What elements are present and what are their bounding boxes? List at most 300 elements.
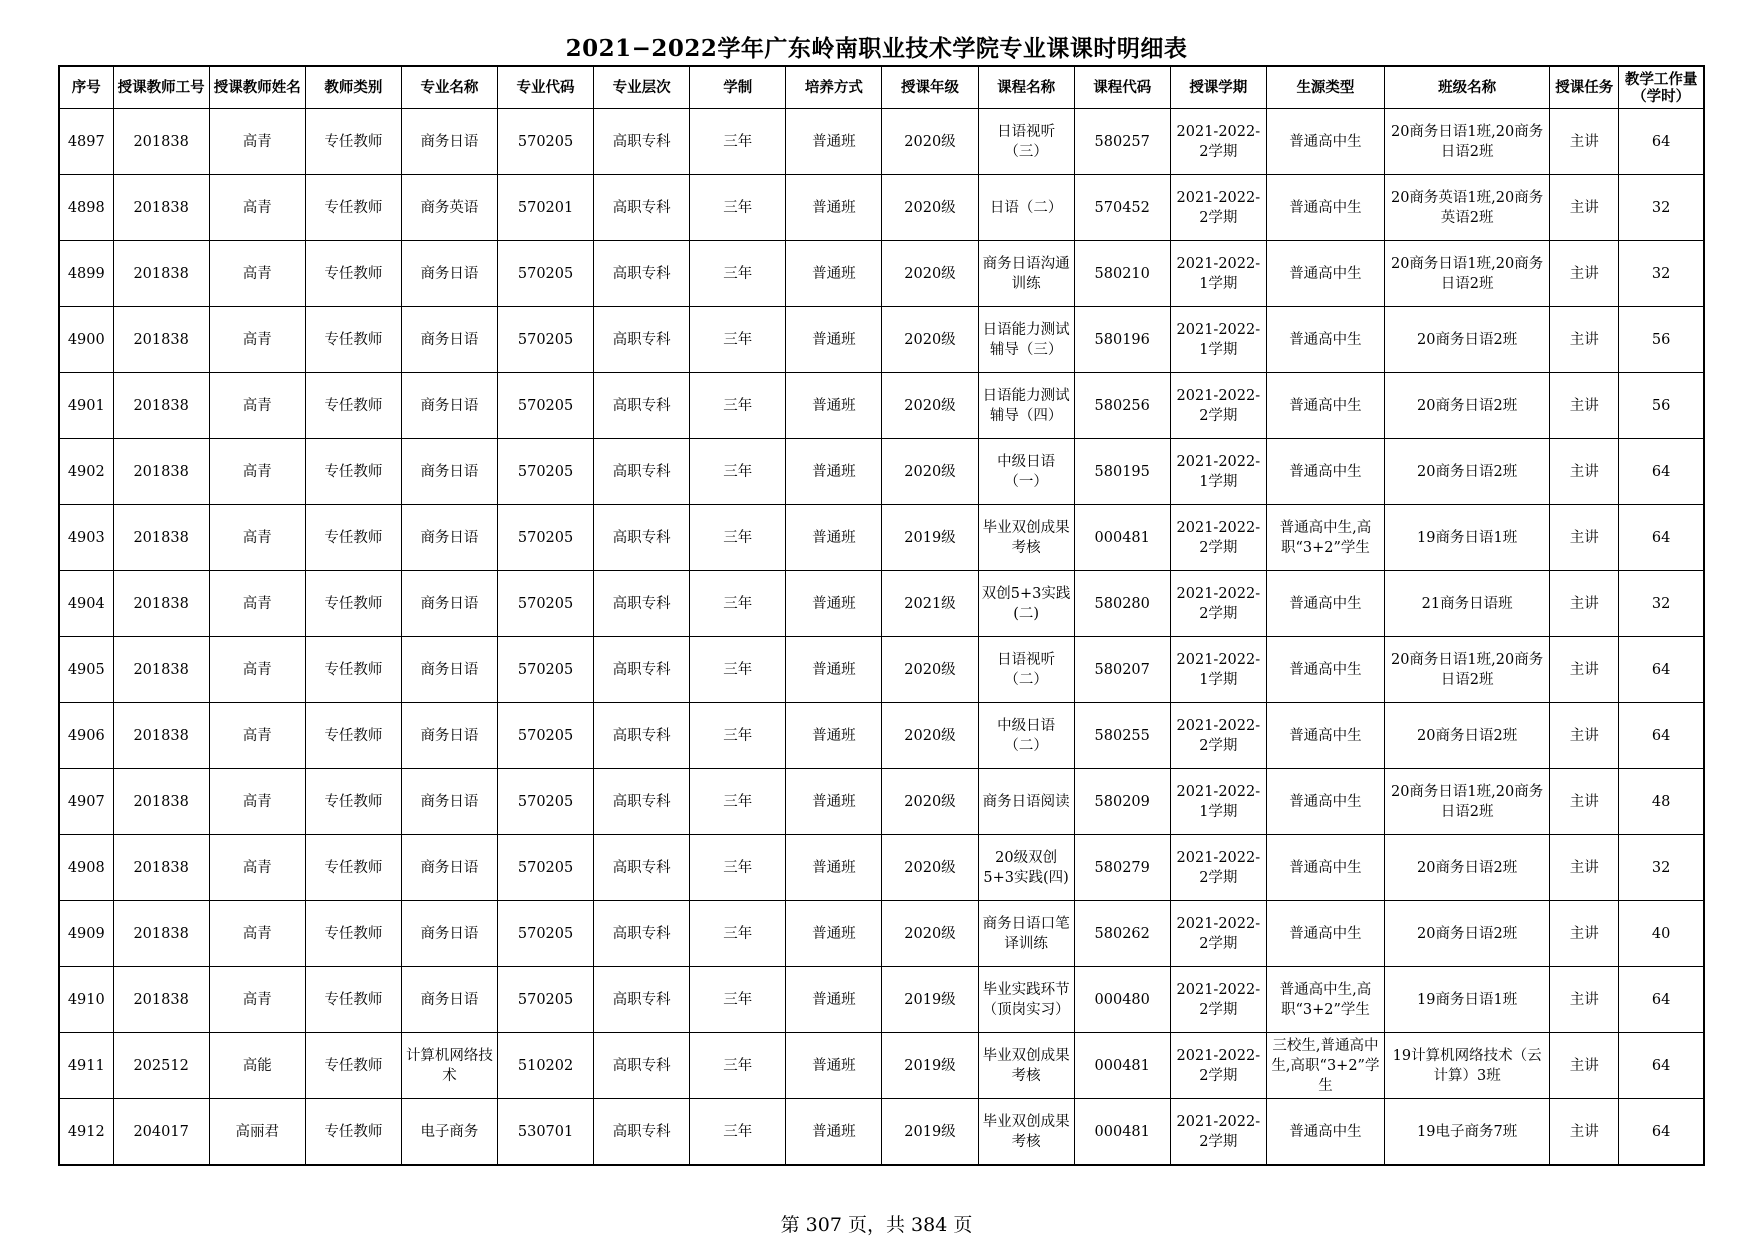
cell-teaching-role: 主讲 [1550,109,1619,175]
cell-major-code: 570205 [498,703,594,769]
cell-course-code: 580255 [1074,703,1170,769]
cell-student-source: 普通高中生 [1266,439,1384,505]
cell-course-name: 毕业双创成果考核 [978,505,1074,571]
cell-teacher-category: 专任教师 [305,835,401,901]
header-course-name: 课程名称 [978,66,1074,109]
cell-training-mode: 普通班 [786,241,882,307]
header-teacher-category: 教师类别 [305,66,401,109]
cell-teacher-category: 专任教师 [305,1099,401,1166]
cell-semester: 2021-2022-2学期 [1170,703,1266,769]
table-row [59,241,1704,307]
cell-workload-hours: 64 [1619,967,1704,1033]
header-training-mode: 培养方式 [786,66,882,109]
cell-course-code: 580210 [1074,241,1170,307]
cell-grade: 2020级 [882,373,978,439]
cell-semester: 2021-2022-2学期 [1170,373,1266,439]
cell-teacher-name: 高丽君 [209,1099,305,1166]
cell-class-name: 20商务日语2班 [1385,703,1550,769]
cell-student-source: 普通高中生 [1266,637,1384,703]
cell-class-name: 19电子商务7班 [1385,1099,1550,1166]
cell-teacher-name: 高青 [209,373,305,439]
cell-training-mode: 普通班 [786,571,882,637]
cell-workload-hours: 32 [1619,175,1704,241]
cell-major-name: 商务日语 [401,967,497,1033]
cell-course-name: 毕业双创成果考核 [978,1099,1074,1166]
cell-major-name: 商务日语 [401,439,497,505]
table-row [59,505,1704,571]
cell-student-source: 普通高中生 [1266,901,1384,967]
cell-teacher-id: 201838 [113,571,209,637]
cell-teacher-category: 专任教师 [305,505,401,571]
header-class-name: 班级名称 [1385,66,1550,109]
cell-semester: 2021-2022-2学期 [1170,505,1266,571]
cell-major-name: 商务日语 [401,703,497,769]
cell-workload-hours: 40 [1619,901,1704,967]
cell-course-code: 580195 [1074,439,1170,505]
cell-semester: 2021-2022-2学期 [1170,901,1266,967]
cell-major-level: 高职专科 [594,1033,690,1099]
table-row [59,967,1704,1033]
cell-training-mode: 普通班 [786,637,882,703]
cell-major-level: 高职专科 [594,769,690,835]
table-row [59,175,1704,241]
cell-program-length: 三年 [690,769,786,835]
cell-teaching-role: 主讲 [1550,637,1619,703]
table-row [59,901,1704,967]
cell-student-source: 普通高中生 [1266,109,1384,175]
cell-major-level: 高职专科 [594,1099,690,1166]
cell-semester: 2021-2022-2学期 [1170,175,1266,241]
cell-index: 4908 [59,835,113,901]
cell-student-source: 普通高中生 [1266,373,1384,439]
cell-major-name: 商务英语 [401,175,497,241]
cell-program-length: 三年 [690,637,786,703]
cell-training-mode: 普通班 [786,175,882,241]
cell-course-code: 580280 [1074,571,1170,637]
cell-teacher-category: 专任教师 [305,1033,401,1099]
cell-grade: 2020级 [882,307,978,373]
table-row [59,769,1704,835]
cell-major-level: 高职专科 [594,835,690,901]
cell-teaching-role: 主讲 [1550,241,1619,307]
header-teaching-role: 授课任务 [1550,66,1619,109]
cell-major-code: 570205 [498,109,594,175]
cell-major-name: 商务日语 [401,373,497,439]
cell-student-source: 三校生,普通高中生,高职“3+2”学生 [1266,1033,1384,1099]
cell-course-name: 商务日语口笔译训练 [978,901,1074,967]
cell-major-level: 高职专科 [594,373,690,439]
cell-teacher-id: 201838 [113,307,209,373]
cell-teacher-name: 高青 [209,901,305,967]
cell-program-length: 三年 [690,505,786,571]
cell-major-level: 高职专科 [594,439,690,505]
cell-student-source: 普通高中生 [1266,835,1384,901]
header-teacher-id: 授课教师工号 [113,66,209,109]
cell-index: 4898 [59,175,113,241]
cell-training-mode: 普通班 [786,703,882,769]
cell-program-length: 三年 [690,703,786,769]
cell-course-name: 商务日语阅读 [978,769,1074,835]
cell-course-code: 580262 [1074,901,1170,967]
cell-teacher-category: 专任教师 [305,769,401,835]
cell-workload-hours: 48 [1619,769,1704,835]
cell-teaching-role: 主讲 [1550,967,1619,1033]
table-body [59,109,1704,1166]
cell-teaching-role: 主讲 [1550,307,1619,373]
cell-training-mode: 普通班 [786,1099,882,1166]
table-row [59,373,1704,439]
cell-teaching-role: 主讲 [1550,835,1619,901]
cell-student-source: 普通高中生 [1266,703,1384,769]
cell-course-code: 580279 [1074,835,1170,901]
cell-major-code: 570205 [498,637,594,703]
cell-program-length: 三年 [690,175,786,241]
cell-index: 4897 [59,109,113,175]
cell-major-code: 570205 [498,967,594,1033]
cell-major-code: 570205 [498,373,594,439]
cell-course-code: 580196 [1074,307,1170,373]
cell-class-name: 20商务日语2班 [1385,373,1550,439]
cell-major-name: 计算机网络技术 [401,1033,497,1099]
cell-index: 4911 [59,1033,113,1099]
cell-teacher-category: 专任教师 [305,703,401,769]
cell-teacher-category: 专任教师 [305,373,401,439]
header-grade: 授课年级 [882,66,978,109]
cell-program-length: 三年 [690,1099,786,1166]
header-workload-hours: 教学工作量（学时） [1619,66,1704,109]
cell-teacher-id: 201838 [113,637,209,703]
cell-course-name: 中级日语（一） [978,439,1074,505]
cell-course-name: 商务日语沟通训练 [978,241,1074,307]
cell-class-name: 20商务日语1班,20商务日语2班 [1385,769,1550,835]
header-index: 序号 [59,66,113,109]
cell-workload-hours: 64 [1619,637,1704,703]
cell-major-name: 商务日语 [401,571,497,637]
cell-major-level: 高职专科 [594,505,690,571]
page-number: 第 307 页，共 384 页 [780,1214,973,1236]
cell-course-name: 日语能力测试辅导（三） [978,307,1074,373]
cell-program-length: 三年 [690,373,786,439]
cell-class-name: 20商务日语2班 [1385,835,1550,901]
cell-major-code: 570205 [498,571,594,637]
cell-course-code: 000481 [1074,1099,1170,1166]
cell-major-code: 570201 [498,175,594,241]
cell-teacher-id: 201838 [113,769,209,835]
cell-course-code: 000481 [1074,1033,1170,1099]
cell-course-code: 580209 [1074,769,1170,835]
cell-course-name: 毕业双创成果考核 [978,1033,1074,1099]
cell-grade: 2020级 [882,109,978,175]
cell-major-name: 商务日语 [401,901,497,967]
cell-major-code: 530701 [498,1099,594,1166]
cell-major-level: 高职专科 [594,109,690,175]
cell-teacher-category: 专任教师 [305,241,401,307]
cell-teacher-name: 高青 [209,439,305,505]
cell-teacher-id: 201838 [113,373,209,439]
cell-training-mode: 普通班 [786,901,882,967]
cell-major-code: 570205 [498,241,594,307]
cell-teacher-category: 专任教师 [305,637,401,703]
cell-teaching-role: 主讲 [1550,901,1619,967]
cell-index: 4907 [59,769,113,835]
table-row [59,1033,1704,1099]
cell-course-code: 580257 [1074,109,1170,175]
cell-course-name: 日语视听（三） [978,109,1074,175]
cell-course-name: 20级双创5+3实践(四) [978,835,1074,901]
cell-teacher-id: 204017 [113,1099,209,1166]
cell-teacher-name: 高青 [209,307,305,373]
cell-major-level: 高职专科 [594,241,690,307]
cell-class-name: 20商务日语2班 [1385,439,1550,505]
cell-major-level: 高职专科 [594,307,690,373]
cell-index: 4912 [59,1099,113,1166]
cell-teacher-name: 高青 [209,835,305,901]
cell-major-code: 570205 [498,307,594,373]
cell-teacher-category: 专任教师 [305,175,401,241]
cell-class-name: 20商务日语1班,20商务日语2班 [1385,637,1550,703]
cell-workload-hours: 64 [1619,109,1704,175]
cell-course-name: 双创5+3实践(二) [978,571,1074,637]
cell-student-source: 普通高中生,高职“3+2”学生 [1266,967,1384,1033]
cell-teacher-id: 201838 [113,109,209,175]
cell-workload-hours: 64 [1619,439,1704,505]
cell-class-name: 20商务日语1班,20商务日语2班 [1385,109,1550,175]
cell-course-name: 中级日语（二） [978,703,1074,769]
cell-teaching-role: 主讲 [1550,439,1619,505]
cell-teaching-role: 主讲 [1550,571,1619,637]
cell-class-name: 20商务日语1班,20商务日语2班 [1385,241,1550,307]
cell-index: 4902 [59,439,113,505]
cell-workload-hours: 32 [1619,835,1704,901]
cell-student-source: 普通高中生 [1266,571,1384,637]
cell-semester: 2021-2022-2学期 [1170,571,1266,637]
cell-grade: 2020级 [882,703,978,769]
cell-teacher-id: 201838 [113,439,209,505]
cell-teacher-category: 专任教师 [305,571,401,637]
cell-major-level: 高职专科 [594,703,690,769]
cell-training-mode: 普通班 [786,373,882,439]
cell-grade: 2020级 [882,835,978,901]
cell-major-name: 电子商务 [401,1099,497,1166]
cell-program-length: 三年 [690,835,786,901]
cell-workload-hours: 64 [1619,703,1704,769]
header-major-level: 专业层次 [594,66,690,109]
cell-training-mode: 普通班 [786,769,882,835]
header-semester: 授课学期 [1170,66,1266,109]
cell-teacher-name: 高青 [209,703,305,769]
header-student-source: 生源类型 [1266,66,1384,109]
cell-workload-hours: 64 [1619,1033,1704,1099]
cell-semester: 2021-2022-1学期 [1170,769,1266,835]
document-title: 2021−2022学年广东岭南职业技术学院专业课课时明细表 [565,35,1188,62]
table-row [59,703,1704,769]
cell-teaching-role: 主讲 [1550,703,1619,769]
cell-teacher-category: 专任教师 [305,967,401,1033]
cell-student-source: 普通高中生 [1266,241,1384,307]
cell-program-length: 三年 [690,439,786,505]
table-row [59,1099,1704,1166]
cell-major-code: 570205 [498,769,594,835]
cell-grade: 2020级 [882,439,978,505]
cell-teaching-role: 主讲 [1550,1099,1619,1166]
cell-workload-hours: 64 [1619,1099,1704,1166]
cell-grade: 2021级 [882,571,978,637]
cell-major-name: 商务日语 [401,109,497,175]
cell-index: 4903 [59,505,113,571]
cell-workload-hours: 32 [1619,571,1704,637]
cell-training-mode: 普通班 [786,109,882,175]
cell-index: 4906 [59,703,113,769]
cell-teacher-id: 201838 [113,241,209,307]
cell-major-code: 570205 [498,901,594,967]
cell-teacher-name: 高能 [209,1033,305,1099]
cell-program-length: 三年 [690,967,786,1033]
cell-major-level: 高职专科 [594,637,690,703]
header-teacher-name: 授课教师姓名 [209,66,305,109]
cell-teacher-name: 高青 [209,241,305,307]
cell-teacher-category: 专任教师 [305,439,401,505]
cell-teacher-category: 专任教师 [305,307,401,373]
cell-grade: 2019级 [882,1099,978,1166]
cell-teacher-name: 高青 [209,769,305,835]
cell-student-source: 普通高中生 [1266,175,1384,241]
cell-program-length: 三年 [690,307,786,373]
cell-workload-hours: 64 [1619,505,1704,571]
cell-index: 4904 [59,571,113,637]
cell-teaching-role: 主讲 [1550,769,1619,835]
cell-program-length: 三年 [690,1033,786,1099]
cell-grade: 2019级 [882,967,978,1033]
cell-program-length: 三年 [690,109,786,175]
cell-teacher-id: 201838 [113,175,209,241]
cell-course-name: 毕业实践环节（顶岗实习） [978,967,1074,1033]
cell-semester: 2021-2022-2学期 [1170,1033,1266,1099]
cell-teacher-name: 高青 [209,637,305,703]
cell-training-mode: 普通班 [786,307,882,373]
cell-major-name: 商务日语 [401,769,497,835]
cell-major-name: 商务日语 [401,505,497,571]
table-header [59,66,1704,109]
cell-teaching-role: 主讲 [1550,373,1619,439]
cell-course-code: 580207 [1074,637,1170,703]
course-hours-table [58,65,1705,1166]
cell-grade: 2019级 [882,505,978,571]
cell-training-mode: 普通班 [786,835,882,901]
cell-training-mode: 普通班 [786,439,882,505]
cell-class-name: 21商务日语班 [1385,571,1550,637]
cell-program-length: 三年 [690,901,786,967]
cell-index: 4899 [59,241,113,307]
cell-teaching-role: 主讲 [1550,505,1619,571]
cell-student-source: 普通高中生 [1266,307,1384,373]
cell-teacher-id: 202512 [113,1033,209,1099]
cell-class-name: 19商务日语1班 [1385,505,1550,571]
cell-index: 4905 [59,637,113,703]
cell-major-code: 570205 [498,835,594,901]
cell-teacher-name: 高青 [209,175,305,241]
cell-training-mode: 普通班 [786,505,882,571]
cell-semester: 2021-2022-1学期 [1170,439,1266,505]
cell-major-name: 商务日语 [401,637,497,703]
cell-training-mode: 普通班 [786,1033,882,1099]
cell-semester: 2021-2022-2学期 [1170,835,1266,901]
cell-teacher-category: 专任教师 [305,109,401,175]
cell-major-level: 高职专科 [594,571,690,637]
cell-student-source: 普通高中生 [1266,769,1384,835]
cell-teacher-id: 201838 [113,901,209,967]
cell-semester: 2021-2022-2学期 [1170,967,1266,1033]
cell-student-source: 普通高中生,高职“3+2”学生 [1266,505,1384,571]
cell-course-name: 日语能力测试辅导（四） [978,373,1074,439]
cell-teacher-name: 高青 [209,109,305,175]
cell-teaching-role: 主讲 [1550,1033,1619,1099]
cell-index: 4900 [59,307,113,373]
cell-major-name: 商务日语 [401,307,497,373]
cell-teacher-id: 201838 [113,505,209,571]
cell-major-level: 高职专科 [594,967,690,1033]
cell-course-name: 日语（二） [978,175,1074,241]
cell-grade: 2020级 [882,241,978,307]
cell-major-level: 高职专科 [594,901,690,967]
cell-course-name: 日语视听（二） [978,637,1074,703]
table-row [59,637,1704,703]
cell-student-source: 普通高中生 [1266,1099,1384,1166]
cell-semester: 2021-2022-2学期 [1170,109,1266,175]
cell-workload-hours: 32 [1619,241,1704,307]
cell-course-code: 000481 [1074,505,1170,571]
table-row [59,439,1704,505]
cell-major-name: 商务日语 [401,241,497,307]
cell-semester: 2021-2022-2学期 [1170,1099,1266,1166]
table-row [59,571,1704,637]
cell-class-name: 20商务日语2班 [1385,901,1550,967]
cell-grade: 2020级 [882,769,978,835]
cell-teacher-name: 高青 [209,571,305,637]
cell-grade: 2020级 [882,175,978,241]
cell-class-name: 19商务日语1班 [1385,967,1550,1033]
cell-major-code: 570205 [498,505,594,571]
cell-index: 4901 [59,373,113,439]
cell-semester: 2021-2022-1学期 [1170,307,1266,373]
header-major-name: 专业名称 [401,66,497,109]
cell-program-length: 三年 [690,571,786,637]
cell-grade: 2020级 [882,901,978,967]
cell-major-code: 570205 [498,439,594,505]
cell-course-code: 580256 [1074,373,1170,439]
cell-workload-hours: 56 [1619,373,1704,439]
cell-teacher-id: 201838 [113,835,209,901]
header-row [59,66,1704,109]
cell-major-name: 商务日语 [401,835,497,901]
cell-major-level: 高职专科 [594,175,690,241]
table-row [59,109,1704,175]
cell-index: 4909 [59,901,113,967]
cell-program-length: 三年 [690,241,786,307]
cell-teacher-name: 高青 [209,505,305,571]
table-row [59,835,1704,901]
cell-teacher-category: 专任教师 [305,901,401,967]
cell-grade: 2020级 [882,637,978,703]
cell-grade: 2019级 [882,1033,978,1099]
cell-semester: 2021-2022-1学期 [1170,637,1266,703]
cell-semester: 2021-2022-1学期 [1170,241,1266,307]
cell-workload-hours: 56 [1619,307,1704,373]
cell-major-code: 510202 [498,1033,594,1099]
cell-training-mode: 普通班 [786,967,882,1033]
header-program-length: 学制 [690,66,786,109]
table-row [59,307,1704,373]
cell-course-code: 000480 [1074,967,1170,1033]
